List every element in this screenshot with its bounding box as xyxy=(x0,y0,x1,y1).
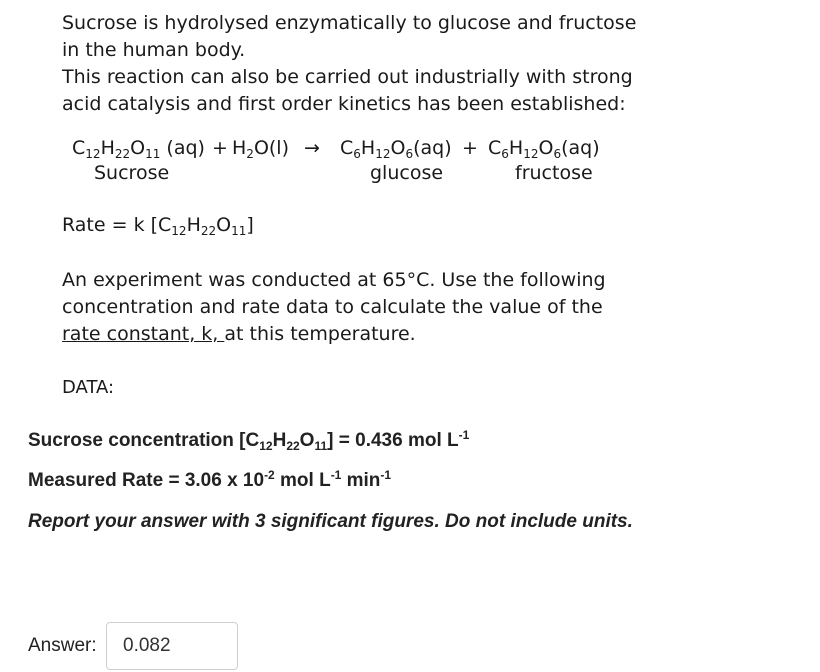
answer-label: Answer: xyxy=(28,635,97,656)
report-instruction: Report your answer with 3 significant figures. Do not include units. xyxy=(28,511,633,532)
experiment-line: concentration and rate data to calculate the value of the xyxy=(62,296,603,318)
equation-glucose: $C_6H_{12}O_6(aq)$ xyxy=(340,137,452,161)
equation-fructose: $C_6H_{12}O_6(aq)$ xyxy=(488,137,600,161)
data-heading: DATA: xyxy=(62,377,115,398)
sucrose-concentration: Sucrose concentration $[C_{12}H_{22}O_{11}] = 0.436$ mol $L^{-1}$ xyxy=(28,428,470,453)
intro-line: acid catalysis and first order kinetics has been established: xyxy=(62,93,626,115)
intro-line: This reaction can also be carried out industrially with strong xyxy=(62,66,633,88)
experiment-line: An experiment was conducted at 65°C. Use the following xyxy=(62,269,606,291)
experiment-description xyxy=(62,267,614,348)
rate-constant-underlined: rate constant, k, xyxy=(62,323,225,345)
sucrose-label: Sucrose xyxy=(94,162,170,184)
intro-line: Sucrose is hydrolysed enzymatically to glucose and fructose xyxy=(62,12,637,34)
experiment-line: rate constant, k, at this temperature. xyxy=(62,323,416,345)
answer-input[interactable] xyxy=(106,622,238,670)
equation-sucrose: $C_{12}H_{22}O_{11}$ (aq) xyxy=(72,137,205,161)
intro-line: in the human body. xyxy=(62,39,246,61)
rate-law: Rate = k $[C_{12}H_{22}O_{11}]$ xyxy=(62,214,254,238)
equation-water: $H_2O(l)$ xyxy=(232,137,289,161)
glucose-label: glucose xyxy=(370,162,444,184)
question-intro xyxy=(62,10,662,118)
measured-rate: Measured Rate = 3.06 x $10^{-2}$ mol $L^{-1}$ $\min^{-1}$ xyxy=(28,468,392,491)
fructose-label: fructose xyxy=(515,162,593,184)
equation-plus: + xyxy=(462,137,478,159)
reaction-arrow: → xyxy=(304,137,320,159)
equation-plus: + xyxy=(212,137,228,159)
